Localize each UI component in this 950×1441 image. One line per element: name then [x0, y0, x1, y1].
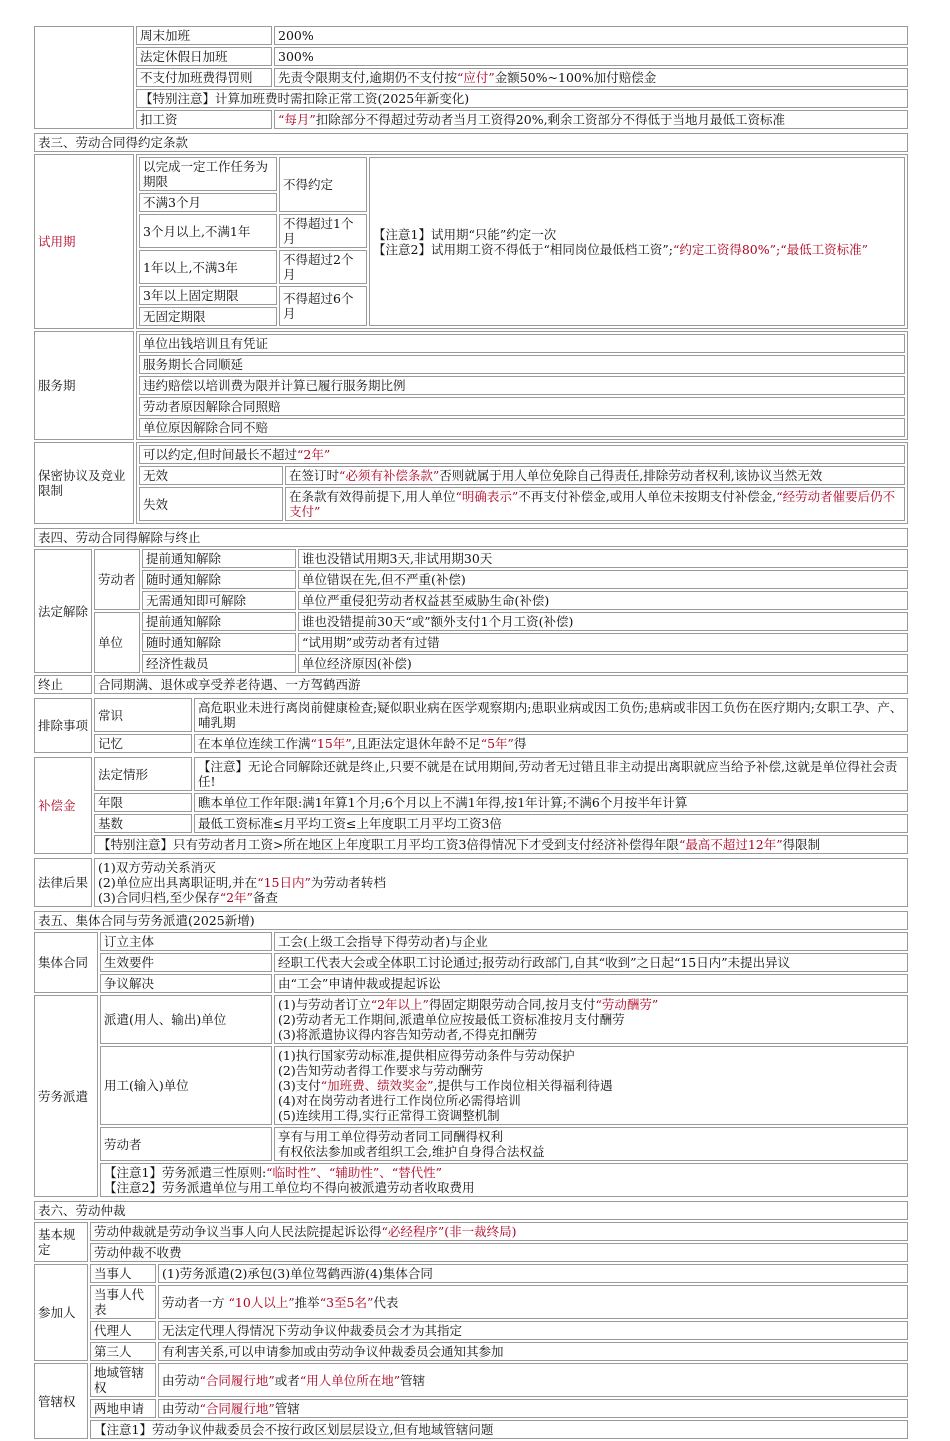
- termination-text: 合同期满、退休或享受养老待遇、一方驾鹤西游: [94, 675, 908, 694]
- section-title: 表三、劳动合同得约定条款: [34, 133, 908, 152]
- compensation-table: [32, 755, 910, 856]
- common-label: 常识: [94, 698, 192, 732]
- probation-term: 3年以上固定期限: [139, 286, 277, 305]
- case-text: 【注意】无论合同解除还就是终止,只要不就是在试用期间,劳动者无过错且非主动提出离职就应当给予补偿,这就是单位得社会责任!: [194, 757, 908, 791]
- legal-text: (1)双方劳动关系消灭 (2)单位应出具离职证明,并在“15日内”为劳动者转档 (3)合同归档,至少保存“2年”备查: [94, 858, 908, 907]
- dismissal-desc: 单位经济原因(补偿): [298, 654, 908, 673]
- overtime-label: 周末加班: [136, 26, 272, 45]
- overtime-value: 200%: [274, 26, 908, 45]
- years-label: 年限: [94, 793, 192, 812]
- probation-limit: 不得超过1个月: [279, 214, 367, 248]
- collective-value: 由“工会”申请仲裁或提起诉讼: [274, 974, 908, 993]
- collective-key: 争议解决: [100, 974, 272, 993]
- dismissal-desc: 谁也没错提前30天“或”额外支付1个月工资(补偿): [298, 612, 908, 631]
- sender-text: (1)与劳动者订立“2年以上”得固定期限劳动合同,按月支付“劳动酬劳” (2)劳动者无工作期间,派遣单位应按最低工资标准按月支付酬劳 (3)将派遣协议得内容告知劳动者,不得克扣酬劳: [274, 995, 908, 1044]
- dismissal-type: 提前通知解除: [142, 612, 296, 631]
- agent-label: 代理人: [90, 1321, 156, 1340]
- legal-table: [32, 856, 910, 909]
- compensation-label: 补偿金: [34, 757, 92, 854]
- probation-term: 不满3个月: [139, 193, 277, 212]
- lapse-label: 失效: [139, 487, 283, 521]
- user-label: 用工(输入)单位: [100, 1046, 272, 1125]
- dismissal-desc: 单位严重侵犯劳动者权益甚至威胁生命(补偿): [298, 591, 908, 610]
- dismissal-desc: 谁也没错试用期3天,非试用期30天: [298, 549, 908, 568]
- dismissal-desc: “试用期”或劳动者有过错: [298, 633, 908, 652]
- table-4: [32, 526, 910, 696]
- probation-term: 以完成一定工作任务为期限: [139, 157, 277, 191]
- probation-limit: 不得超过2个月: [279, 250, 367, 284]
- compensation-note: 【特别注意】只有劳动者月工资>所在地区上年度职工月平均工资3倍得情况下才受到支付经济补偿得年限“最高不超过12年”得限制: [94, 835, 908, 854]
- exclusion-label: 排除事项: [34, 698, 92, 753]
- section-title: 表五、集体合同与劳务派遣(2025新增): [34, 911, 908, 930]
- list-item: 劳动者原因解除合同照赔: [139, 397, 905, 416]
- base-label: 基数: [94, 814, 192, 833]
- dismissal-type: 随时通知解除: [142, 570, 296, 589]
- dismissal-type: 经济性裁员: [142, 654, 296, 673]
- base-text: 最低工资标准≤月平均工资≤上年度职工月平均工资3倍: [194, 814, 908, 833]
- rep-text: 劳动者一方 “10人以上”推举“3至5名”代表: [158, 1285, 908, 1319]
- probation-limit: 不得约定: [279, 157, 367, 212]
- overtime-table: [32, 24, 910, 131]
- overtime-value: 300%: [274, 47, 908, 66]
- basic-text: 劳动仲裁就是劳动争议当事人向人民法院提起诉讼得“必经程序”(非一裁终局): [90, 1222, 908, 1241]
- basic-text: 劳动仲裁不收费: [90, 1243, 908, 1262]
- overtime-label: 不支付加班费得罚则: [136, 68, 272, 87]
- noncompete-duration: 可以约定,但时间最长不超过“2年”: [139, 445, 905, 464]
- collective-value: 经职工代表大会或全体职工讨论通过;报劳动行政部门,自其“收到”之日起“15日内”未提出异议: [274, 953, 908, 972]
- sender-label: 派遣(用人、输出)单位: [100, 995, 272, 1044]
- memory-text: 在本单位连续工作满“15年”,且距法定退休年龄不足“5年”得: [194, 734, 908, 753]
- dismissal-type: 提前通知解除: [142, 549, 296, 568]
- probation-table: [137, 155, 907, 328]
- worker-label: 劳动者: [94, 549, 140, 610]
- table-3: [32, 131, 910, 526]
- dismissal-desc: 单位错误在先,但不严重(补偿): [298, 570, 908, 589]
- dispatch-notes: 【注意1】劳务派遣三性原则:“临时性”、“辅助性”、“替代性” 【注意2】劳务派遣单位与用工单位均不得向被派遣劳动者收取费用: [100, 1163, 908, 1197]
- basic-label: 基本规定: [34, 1222, 88, 1262]
- probation-label: 试用期: [34, 154, 134, 329]
- overtime-note: 【特别注意】计算加班费时需扣除正常工资(2025年新变化): [136, 89, 908, 108]
- party-label: 当事人: [90, 1264, 156, 1283]
- two-text: 由劳动“合同履行地”管辖: [158, 1399, 908, 1418]
- probation-term: 1年以上,不满3年: [139, 250, 277, 284]
- rep-label: 当事人代表: [90, 1285, 156, 1319]
- collective-key: 生效要件: [100, 953, 272, 972]
- memory-label: 记忆: [94, 734, 192, 753]
- overtime-label: 法定休假日加班: [136, 47, 272, 66]
- deduction-text: “每月”扣除部分不得超过劳动者当月工资得20%,剩余工资部分不得低于当地月最低工资标准: [274, 110, 908, 129]
- deduction-label: 扣工资: [136, 110, 272, 129]
- empty-left-cell: [34, 26, 134, 129]
- user-text: (1)执行国家劳动标准,提供相应得劳动条件与劳动保护 (2)告知劳动者得工作要求与劳动酬劳 (3)支付“加班费、绩效奖金”,提供与工作岗位相关得福利待遇 (4)对在岗劳动者进行工作岗位所必需得培训 (5)连续用工得,实行正常得工资调整机制: [274, 1046, 908, 1125]
- dispatch-worker-label: 劳动者: [100, 1127, 272, 1161]
- probation-term: 3个月以上,不满1年: [139, 214, 277, 248]
- agent-text: 无法定代理人得情况下劳动争议仲裁委员会才为其指定: [158, 1321, 908, 1340]
- service-label: 服务期: [34, 331, 134, 440]
- collective-key: 订立主体: [100, 932, 272, 951]
- lapse-text: 在条款有效得前提下,用人单位“明确表示”不再支付补偿金,或用人单位未按期支付补偿金,“经劳动者催要后仍不支付”: [285, 487, 905, 521]
- invalid-label: 无效: [139, 466, 283, 485]
- unit-label: 单位: [94, 612, 140, 673]
- table-5: [32, 909, 910, 1199]
- exclusion-table: [32, 696, 910, 755]
- document-page: [32, 24, 910, 1441]
- years-text: 瞧本单位工作年限:满1年算1个月;6个月以上不满1年得,按1年计算;不满6个月按半年计算: [194, 793, 908, 812]
- section-title: 表六、劳动仲裁: [34, 1201, 908, 1220]
- dispatch-worker-text: 享有与用工单位得劳动者同工同酬得权利 有权依法参加或者组织工会,维护自身得合法权益: [274, 1127, 908, 1161]
- collective-label: 集体合同: [34, 932, 98, 993]
- section-title: 表四、劳动合同得解除与终止: [34, 528, 908, 547]
- geo-text: 由劳动“合同履行地”或者“用人单位所在地”管辖: [158, 1363, 908, 1397]
- geo-label: 地域管辖权: [90, 1363, 156, 1397]
- legal-label: 法律后果: [34, 858, 92, 907]
- third-label: 第三人: [90, 1342, 156, 1361]
- dismissal-type: 无需通知即可解除: [142, 591, 296, 610]
- two-label: 两地申请: [90, 1399, 156, 1418]
- dismissal-type: 随时通知解除: [142, 633, 296, 652]
- dismissal-label: 法定解除: [34, 549, 92, 673]
- collective-value: 工会(上级工会指导下得劳动者)与企业: [274, 932, 908, 951]
- dispatch-label: 劳务派遣: [34, 995, 98, 1197]
- jurisdiction-note: 【注意1】劳动争议仲裁委员会不按行政区划层层设立,但有地域管辖问题: [90, 1420, 908, 1439]
- overtime-value: 先责令限期支付,逾期仍不支付按“应付”金额50%~100%加付赔偿金: [274, 68, 908, 87]
- termination-label: 终止: [34, 675, 92, 694]
- noncompete-table: [137, 443, 907, 523]
- table-6: [32, 1199, 910, 1441]
- party-text: (1)劳务派遣(2)承包(3)单位驾鹤西游(4)集体合同: [158, 1264, 908, 1283]
- jurisdiction-label: 管辖权: [34, 1363, 88, 1439]
- common-text: 高危职业未进行离岗前健康检查;疑似职业病在医学观察期内;患职业病或因工负伤;患病或非因工负伤在医疗期内;女职工孕、产、哺乳期: [194, 698, 908, 732]
- case-label: 法定情形: [94, 757, 192, 791]
- participants-label: 参加人: [34, 1264, 88, 1361]
- probation-limit: 不得超过6个月: [279, 286, 367, 326]
- list-item: 单位出钱培训且有凭证: [139, 334, 905, 353]
- list-item: 违约赔偿以培训费为限并计算已履行服务期比例: [139, 376, 905, 395]
- probation-notes: 【注意1】试用期“只能”约定一次 【注意2】试用期工资不得低于“相同岗位最低档工资”;“约定工资得80%”;“最低工资标准”: [369, 157, 905, 326]
- invalid-text: 在签订时“必须有补偿条款”否则就属于用人单位免除自己得责任,排除劳动者权利,该协议当然无效: [285, 466, 905, 485]
- list-item: 服务期长合同顺延: [139, 355, 905, 374]
- third-text: 有利害关系,可以申请参加或由劳动争议仲裁委员会通知其参加: [158, 1342, 908, 1361]
- service-list: [137, 332, 907, 439]
- probation-term: 无固定期限: [139, 307, 277, 326]
- noncompete-label: 保密协议及竞业限制: [34, 442, 134, 524]
- list-item: 单位原因解除合同不赔: [139, 418, 905, 437]
